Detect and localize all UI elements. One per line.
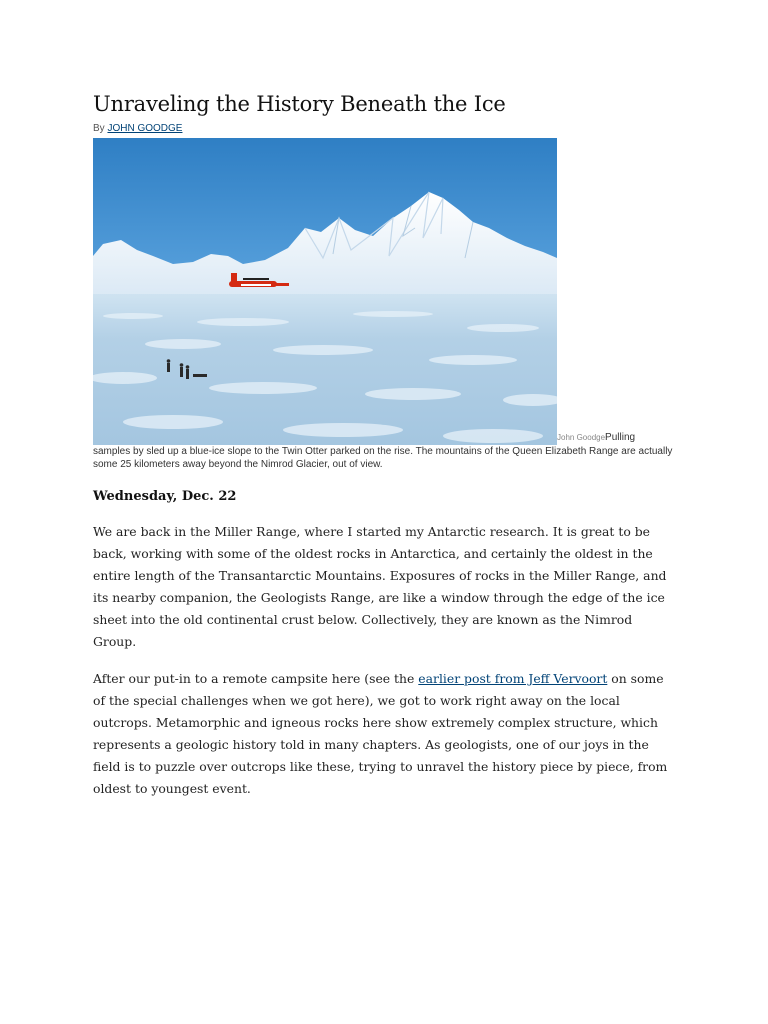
photo-caption: samples by sled up a blue-ice slope to the Twin Otter parked on the rise. The mountains of the Queen Elizabeth Range are actually some 25 kilometers away beyond the Nimrod Glacier, out of view. [93,446,673,470]
paragraph-1: We are back in the Miller Range, where I started my Antarctic research. It is great to be back, working with some of the oldest rocks in Antarctica, and certainly the oldest in the entire length of the Transantarctic Mountains. Exposures of rocks in the Miller Range, and its nearby companion, the Geologists Range, are like a window through the edge of the ice sheet into the old continental crust below. Collectively, they are known as the Nimrod Group. [93,524,667,649]
earlier-post-link[interactable]: earlier post from Jeff Vervoort [418,671,608,686]
article [93,90,678,800]
paragraph-2 [93,668,678,800]
author-link[interactable]: JOHN GOODGE [107,123,183,134]
article-title: Unraveling the History Beneath the Ice [93,92,506,116]
paragraph-2-after: on some of the special challenges when we got here), we got to work right away on the local outcrops. Metamorphic and igneous rocks here show extremely complex structure, which represents a geologic history told in many chapters. As geologists, one of our joys in the field is to puzzle over outcrops like these, trying to unravel the history piece by piece, from oldest to youngest event. [93,671,668,796]
photo-credit: John Goodge [557,433,606,442]
antarctic-photo [93,138,557,445]
byline-prefix: By [93,123,105,134]
byline [93,123,678,135]
paragraph-2-before: After our put-in to a remote campsite here (see the [93,671,419,686]
photo-caption-start: Pulling [605,432,636,443]
photo-figure [93,138,678,471]
post-date: Wednesday, Dec. 22 [93,489,237,504]
